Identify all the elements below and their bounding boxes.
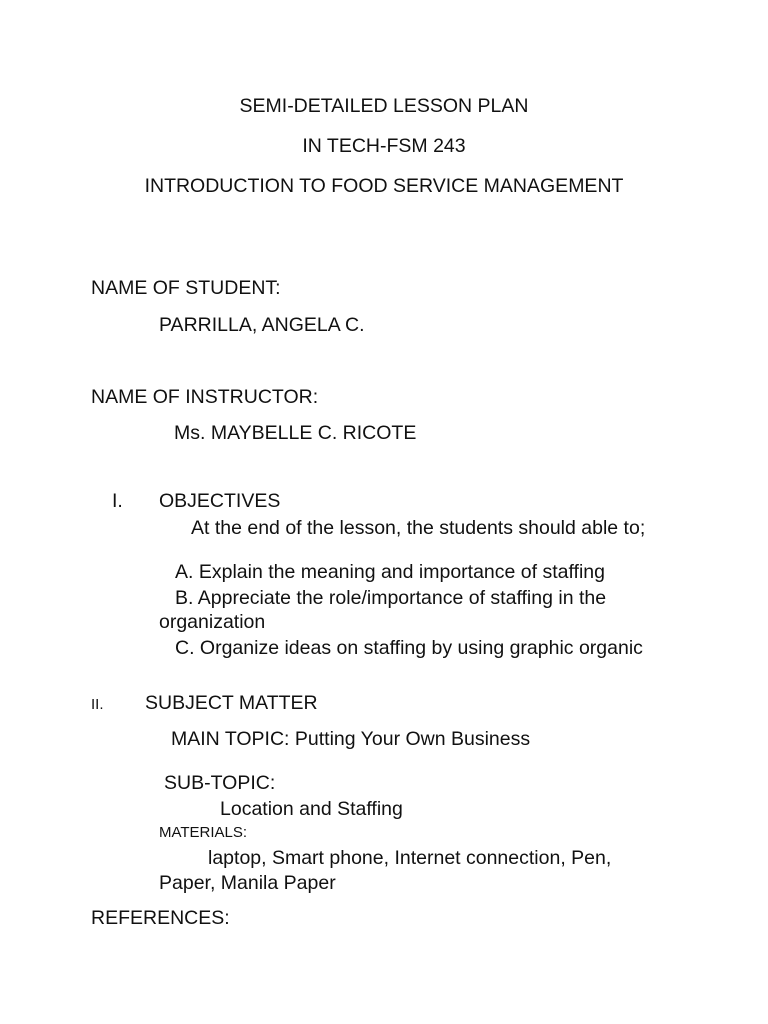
title-line-3: INTRODUCTION TO FOOD SERVICE MANAGEMENT — [144, 175, 624, 197]
materials-line-2: Paper, Manila Paper — [159, 872, 336, 894]
materials-line-1: laptop, Smart phone, Internet connection, Pen, — [208, 847, 612, 869]
references-label: REFERENCES: — [91, 907, 230, 929]
sub-topic-value: Location and Staffing — [220, 798, 403, 820]
subject-matter-numeral: II. — [91, 696, 104, 713]
sub-topic-label: SUB-TOPIC: — [164, 772, 276, 794]
main-topic: MAIN TOPIC: Putting Your Own Business — [171, 728, 531, 750]
objective-item-c: C. Organize ideas on staffing by using graphic organic — [175, 637, 643, 659]
student-label: NAME OF STUDENT: — [91, 277, 281, 299]
student-name: PARRILLA, ANGELA C. — [159, 314, 365, 336]
objectives-intro: At the end of the lesson, the students should able to; — [191, 517, 646, 539]
instructor-name: Ms. MAYBELLE C. RICOTE — [174, 422, 417, 444]
objectives-heading: OBJECTIVES — [159, 490, 281, 512]
objectives-numeral: I. — [112, 490, 123, 512]
title-line-1: SEMI-DETAILED LESSON PLAN — [239, 95, 529, 117]
objective-item-b-continued: organization — [159, 611, 266, 633]
title-line-2: IN TECH-FSM 243 — [302, 135, 466, 157]
objective-item-a: A. Explain the meaning and importance of staffing — [175, 561, 605, 583]
subject-matter-heading: SUBJECT MATTER — [145, 692, 318, 714]
objective-item-b: B. Appreciate the role/importance of staffing in the — [175, 587, 607, 609]
instructor-label: NAME OF INSTRUCTOR: — [91, 386, 319, 408]
materials-label: MATERIALS: — [159, 824, 248, 841]
